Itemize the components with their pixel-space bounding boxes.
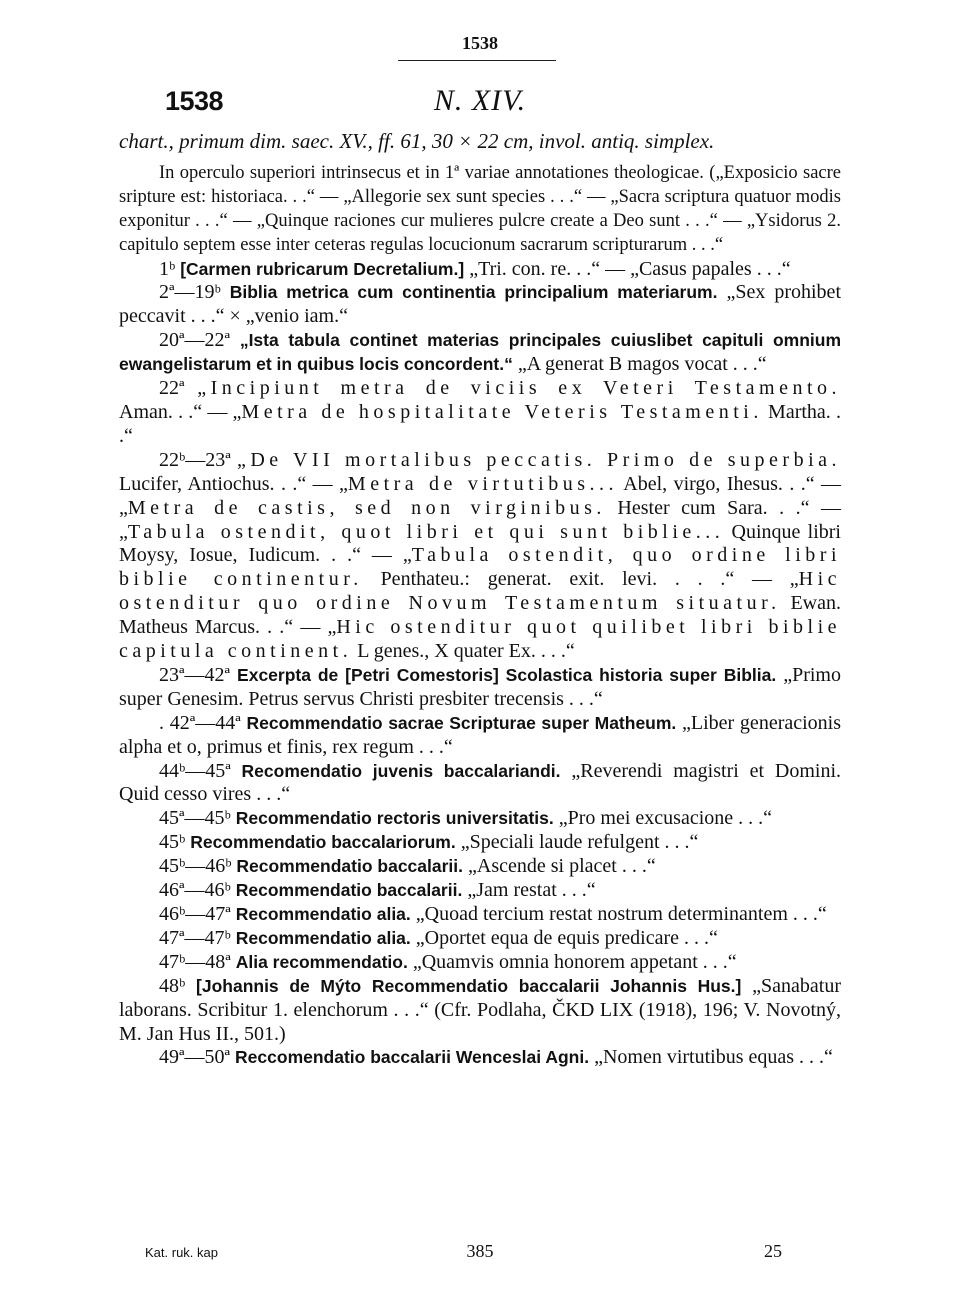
item-incipit: „Primo super Genesim. Petrus servus Christi presbiter trecensis . . .“ xyxy=(119,663,841,710)
content-item xyxy=(119,879,841,903)
folio-ref: . 42ª—44ª xyxy=(159,711,241,734)
folio-ref: 44ᵇ—45ª xyxy=(159,759,231,782)
footer-signature: Kat. ruk. kap xyxy=(145,1245,218,1260)
item-title: [Johannis de Mýto Recommendatio baccalarii Johannis Hus.] xyxy=(196,975,742,996)
folio-ref: 46ᵇ—47ª xyxy=(159,903,231,925)
running-head: 1538 xyxy=(462,33,498,53)
item-title: Excerpta de [Petri Comestoris] Scolastica historia super Biblia. xyxy=(237,664,777,685)
content-item xyxy=(119,377,841,449)
content-item xyxy=(119,712,841,760)
content-item xyxy=(119,258,841,282)
item-incipit: „Quamvis omnia honorem appetant . . .“ xyxy=(412,950,737,973)
item-title: „Ista tabula continet materias principales cuiuslibet capituli omnium ewangelistarum et in quibus locis concordent.“ xyxy=(119,330,842,375)
folio-ref: 23ª—42ª xyxy=(159,663,231,686)
item-incipit: „Nomen virtutibus equas . . .“ xyxy=(594,1046,833,1069)
manuscript-signature: N. XIV. xyxy=(433,84,527,117)
item-title: Biblia metrica cum continentia principalium materiarum. xyxy=(229,282,718,303)
content-item xyxy=(119,831,841,855)
item-title: [Carmen rubricarum Decretalium.] xyxy=(180,258,465,279)
item-incipit: „Tri. con. re. . .“ — „Casus papales . . .“ xyxy=(469,257,791,280)
page-number: 385 xyxy=(466,1241,494,1261)
entry-number: 1538 xyxy=(165,86,224,116)
item-incipit: Quinque libri Moysy, Iosue, Iudicum. . .“ — „ xyxy=(119,520,841,567)
content-item xyxy=(119,449,841,664)
item-incipit: „Reverendi magistri et Domini. Quid cesso vires . . .“ xyxy=(119,759,841,806)
item-title: Recommendatio baccalarii. xyxy=(235,880,463,901)
item-title: Recommendatio baccalarii. xyxy=(236,856,464,877)
gathering-number: 25 xyxy=(764,1241,782,1261)
item-incipit: „Jam restat . . .“ xyxy=(467,879,596,902)
folio-ref: 1ᵇ xyxy=(159,257,176,280)
item-title: Recommendatio rectoris universitatis. xyxy=(235,808,554,829)
folio-ref: 45ᵇ xyxy=(159,831,186,854)
folio-ref: 47ᵇ—48ª xyxy=(159,950,231,973)
folio-ref: 49ª—50ª xyxy=(159,1046,231,1069)
item-incipit: Aman. . .“ — „ xyxy=(119,400,242,423)
spaced-title: Metra de virtutibus... xyxy=(347,472,618,495)
item-title: Reccomendatio baccalarii Wenceslai Agni. xyxy=(235,1047,590,1068)
item-incipit: „Liber generacionis alpha et o, primus et finis, rex regum . . .“ xyxy=(119,711,841,758)
content-item xyxy=(119,329,841,377)
item-title: Recommendatio sacrae Scripturae super Matheum. xyxy=(246,712,677,733)
spaced-title: Tabula ostendit, quo ordine libri biblie continentur. xyxy=(119,544,841,591)
item-incipit: „A generat B magos vocat . . .“ xyxy=(517,353,767,376)
content-item xyxy=(119,903,841,927)
item-incipit: „Pro mei excusacione . . .“ xyxy=(558,807,773,830)
annotation-paragraph: In operculo superiori intrinsecus et in 1ª variae annotationes theologicae. („Exposicio sacre sripture est: historiaca. . .“ — „Allegorie sex sunt species . . .“ — „Sacra scriptura quatuor modis exponitur . . .“ — „Quinque raciones cur mulieres pulcre create a Deo sunt . . .“ — „Ysidorus 2. capitulo septem esse inter ceteras regulas locucionum sacrarum scripturarum . . .“ xyxy=(119,162,841,255)
folio-ref: 45ª—45ᵇ xyxy=(159,807,231,830)
item-incipit: „Ascende si placet . . .“ xyxy=(468,855,656,878)
item-incipit: „Oportet equa de equis predicare . . .“ xyxy=(415,926,718,949)
item-title: Recommendatio alia. xyxy=(235,904,411,924)
content-item xyxy=(119,927,841,951)
item-incipit: „Sex prohibet peccavit . . .“ × „venio iam.“ xyxy=(119,281,841,328)
folio-ref: 2ª—19ᵇ xyxy=(159,281,221,304)
physical-description: chart., primum dim. saec. XV., ff. 61, 30 × 22 cm, invol. antiq. simplex. xyxy=(119,129,715,153)
spaced-title: Tabula ostendit, quot libri et qui sunt biblie... xyxy=(127,520,725,543)
content-item xyxy=(119,975,841,1047)
folio-ref: 20ª—22ª xyxy=(159,329,231,352)
item-incipit: Hester cum Sara. . .“ — „ xyxy=(119,496,842,543)
entry-body xyxy=(119,130,841,1070)
item-incipit: Ewan. Matheus Marcus. . .“ — „ xyxy=(119,592,841,639)
item-incipit: „Sanabatur laborans. Scribitur 1. elenchorum . . .“ (Cfr. Podlaha, ČKD LIX (1918), 196; V. Novotný, M. Jan Hus II., 501.) xyxy=(119,974,842,1045)
folio-ref: 22ᵇ—23ª xyxy=(159,448,231,471)
content-item xyxy=(119,951,841,975)
spaced-title: „Incipiunt metra de viciis ex Veteri Testamento. xyxy=(197,377,842,400)
spaced-title: Metra de castis, sed non virginibus. xyxy=(127,496,606,519)
item-incipit: L genes., X quater Ex. . . .“ xyxy=(357,640,575,663)
folio-ref: 48ᵇ xyxy=(159,974,186,997)
item-title: Recommendatio alia. xyxy=(235,927,411,948)
spaced-title: Hic ostenditur quo ordine Novum Testamentum situatur. xyxy=(119,568,842,615)
content-item xyxy=(119,664,841,712)
item-title: Alia recommendatio. xyxy=(235,951,408,972)
folio-ref: 45ᵇ—46ᵇ xyxy=(159,855,232,878)
folio-ref: 46ª—46ᵇ xyxy=(159,879,231,902)
item-incipit: „Speciali laude refulgent . . .“ xyxy=(460,831,699,854)
header-rule xyxy=(398,60,556,61)
item-incipit: „Quoad tercium restat nostrum determinantem . . .“ xyxy=(415,903,827,925)
content-item xyxy=(119,1046,841,1070)
item-title: Recomendatio juvenis baccalariandi. xyxy=(241,760,561,781)
content-item xyxy=(119,855,841,879)
folio-ref: 22ª xyxy=(159,377,185,400)
content-item xyxy=(119,281,841,329)
item-incipit: Martha. . .“ xyxy=(119,400,841,447)
item-title: Recommendatio baccalariorum. xyxy=(190,832,456,853)
item-incipit: Lucifer, Antiochus. . .“ — „ xyxy=(119,472,348,495)
spaced-title: Hic ostenditur quot quilibet libri biblie capitula continent. xyxy=(119,616,841,663)
folio-ref: 47ª—47ᵇ xyxy=(159,926,231,949)
content-item xyxy=(119,760,841,808)
item-incipit: Penthateu.: generat. exit. levi. . . .“ — „ xyxy=(380,568,799,591)
item-incipit: Abel, virgo, Ihesus. . .“ — „ xyxy=(119,472,841,519)
spaced-title: „De VII mortalibus peccatis. Primo de superbia. xyxy=(236,448,842,471)
content-item xyxy=(119,807,841,831)
spaced-title: Metra de hospitalitate Veteris Testamenti. xyxy=(241,400,763,423)
